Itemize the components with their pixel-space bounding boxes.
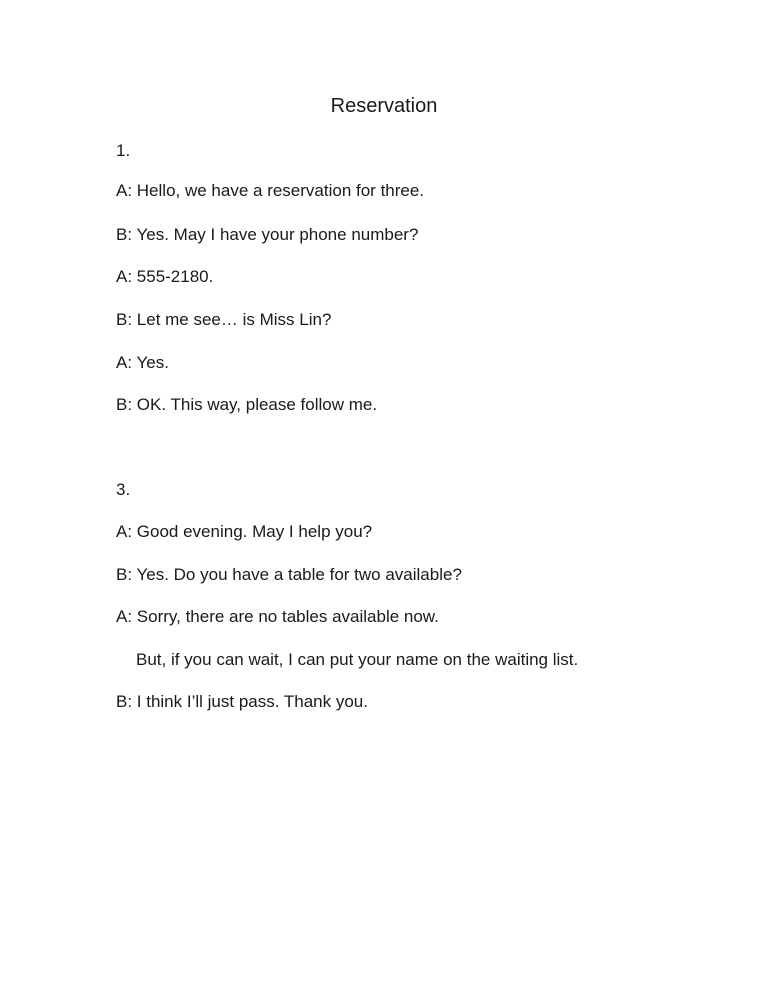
dialogue-line: B: OK. This way, please follow me. [116,395,378,414]
dialogue-line: B: I think I’ll just pass. Thank you. [116,692,368,711]
document-title: Reservation [330,95,438,117]
dialogue-line: A: Yes. [116,353,169,372]
dialogue-line: A: Hello, we have a reservation for three. [116,181,425,200]
dialogue-number: 1. [116,141,131,160]
dialogue-line: A: Sorry, there are no tables available now. [116,607,439,626]
dialogue-line: B: Yes. May I have your phone number? [116,225,419,244]
dialogue-line: B: Yes. Do you have a table for two available? [116,565,462,584]
dialogue-line-continuation: But, if you can wait, I can put your name on the waiting list. [136,650,579,669]
dialogue-line: B: Let me see… is Miss Lin? [116,310,332,329]
dialogue-number: 3. [116,480,131,499]
dialogue-line: A: Good evening. May I help you? [116,522,373,541]
dialogue-line: A: 555-2180. [116,267,214,286]
